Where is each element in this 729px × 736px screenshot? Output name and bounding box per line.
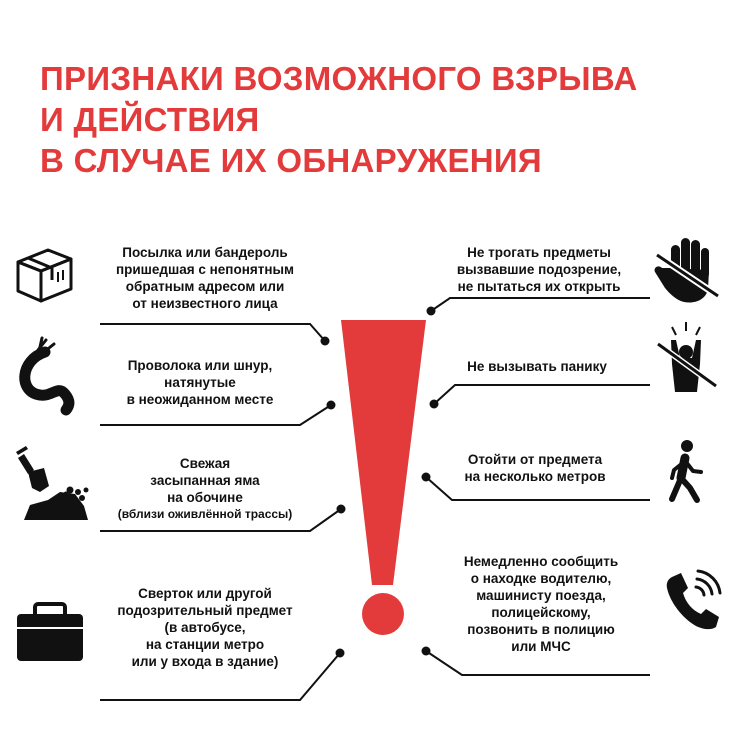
- sign-line: на обочине: [167, 490, 243, 505]
- briefcase-icon: [17, 604, 83, 661]
- connector-dot: [327, 401, 336, 410]
- action-line: вызвавшие подозрение,: [456, 262, 622, 277]
- no-touch-hand-icon: [655, 238, 718, 303]
- sign-line: Посылка или бандероль: [122, 245, 288, 260]
- shovel-pit-icon: [16, 446, 89, 520]
- action-line: Не вызывать панику: [467, 359, 607, 374]
- action-text-4: [430, 553, 652, 655]
- connector-dot: [321, 337, 330, 346]
- sign-line: на станции метро: [145, 637, 265, 652]
- sign-text-3: [100, 455, 310, 523]
- sign-line: от неизвестного лица: [132, 296, 278, 311]
- connector-action-2: [434, 385, 650, 404]
- title-line-3: В СЛУЧАЕ ИХ ОБНАРУЖЕНИЯ: [40, 142, 542, 179]
- connector-action-1: [431, 298, 650, 311]
- sign-line: подозрительный предмет: [117, 603, 293, 618]
- sign-line: в неожиданном месте: [126, 392, 274, 407]
- action-line: полицейскому,: [491, 605, 591, 620]
- sign-line: засыпанная яма: [150, 473, 260, 488]
- action-line: позвонить в полицию: [467, 622, 615, 637]
- sign-line: пришедшая с непонятным: [115, 262, 295, 277]
- box-icon: [18, 250, 71, 301]
- sign-line: натянутые: [164, 375, 236, 390]
- action-line: Отойти от предмета: [467, 452, 603, 467]
- sign-line: (вблизи оживлённой трассы): [117, 507, 293, 521]
- sign-text-4: [100, 585, 310, 670]
- sign-line: или у входа в здание): [131, 654, 279, 669]
- action-line: или МЧС: [511, 639, 571, 654]
- action-line: не пытаться их открыть: [457, 279, 621, 294]
- sign-line: Свежая: [179, 456, 231, 471]
- walking-person-icon: [672, 440, 701, 500]
- connector-dot: [337, 505, 346, 514]
- sign-line: (в автобусе,: [164, 620, 246, 635]
- action-text-1: [430, 244, 648, 295]
- exclamation-dot: [362, 593, 404, 635]
- connector-dot: [430, 400, 439, 409]
- sign-text-1: [100, 244, 310, 312]
- exclamation-bar: [341, 320, 426, 585]
- title-line-1: ПРИЗНАКИ ВОЗМОЖНОГО ВЗРЫВА: [40, 60, 638, 97]
- action-line: Немедленно сообщить: [463, 554, 619, 569]
- connector-sign-2: [100, 405, 331, 425]
- sign-line: Сверток или другой: [138, 586, 272, 601]
- sign-line: обратным адресом или: [125, 279, 285, 294]
- phone-icon: [667, 571, 720, 629]
- action-text-3: [430, 451, 640, 485]
- action-line: на несколько метров: [464, 469, 606, 484]
- connector-sign-1: [100, 324, 325, 341]
- connector-dot: [336, 649, 345, 658]
- action-line: машинисту поезда,: [476, 588, 606, 603]
- action-line: Не трогать предметы: [467, 245, 611, 260]
- connector-dot: [427, 307, 436, 316]
- action-line: о находке водителю,: [470, 571, 612, 586]
- no-panic-icon: [658, 322, 716, 392]
- sign-text-2: [100, 357, 300, 408]
- title-line-2: И ДЕЙСТВИЯ: [40, 101, 260, 138]
- action-text-2: [430, 358, 644, 375]
- wire-icon: [25, 338, 69, 410]
- sign-line: Проволока или шнур,: [127, 358, 273, 373]
